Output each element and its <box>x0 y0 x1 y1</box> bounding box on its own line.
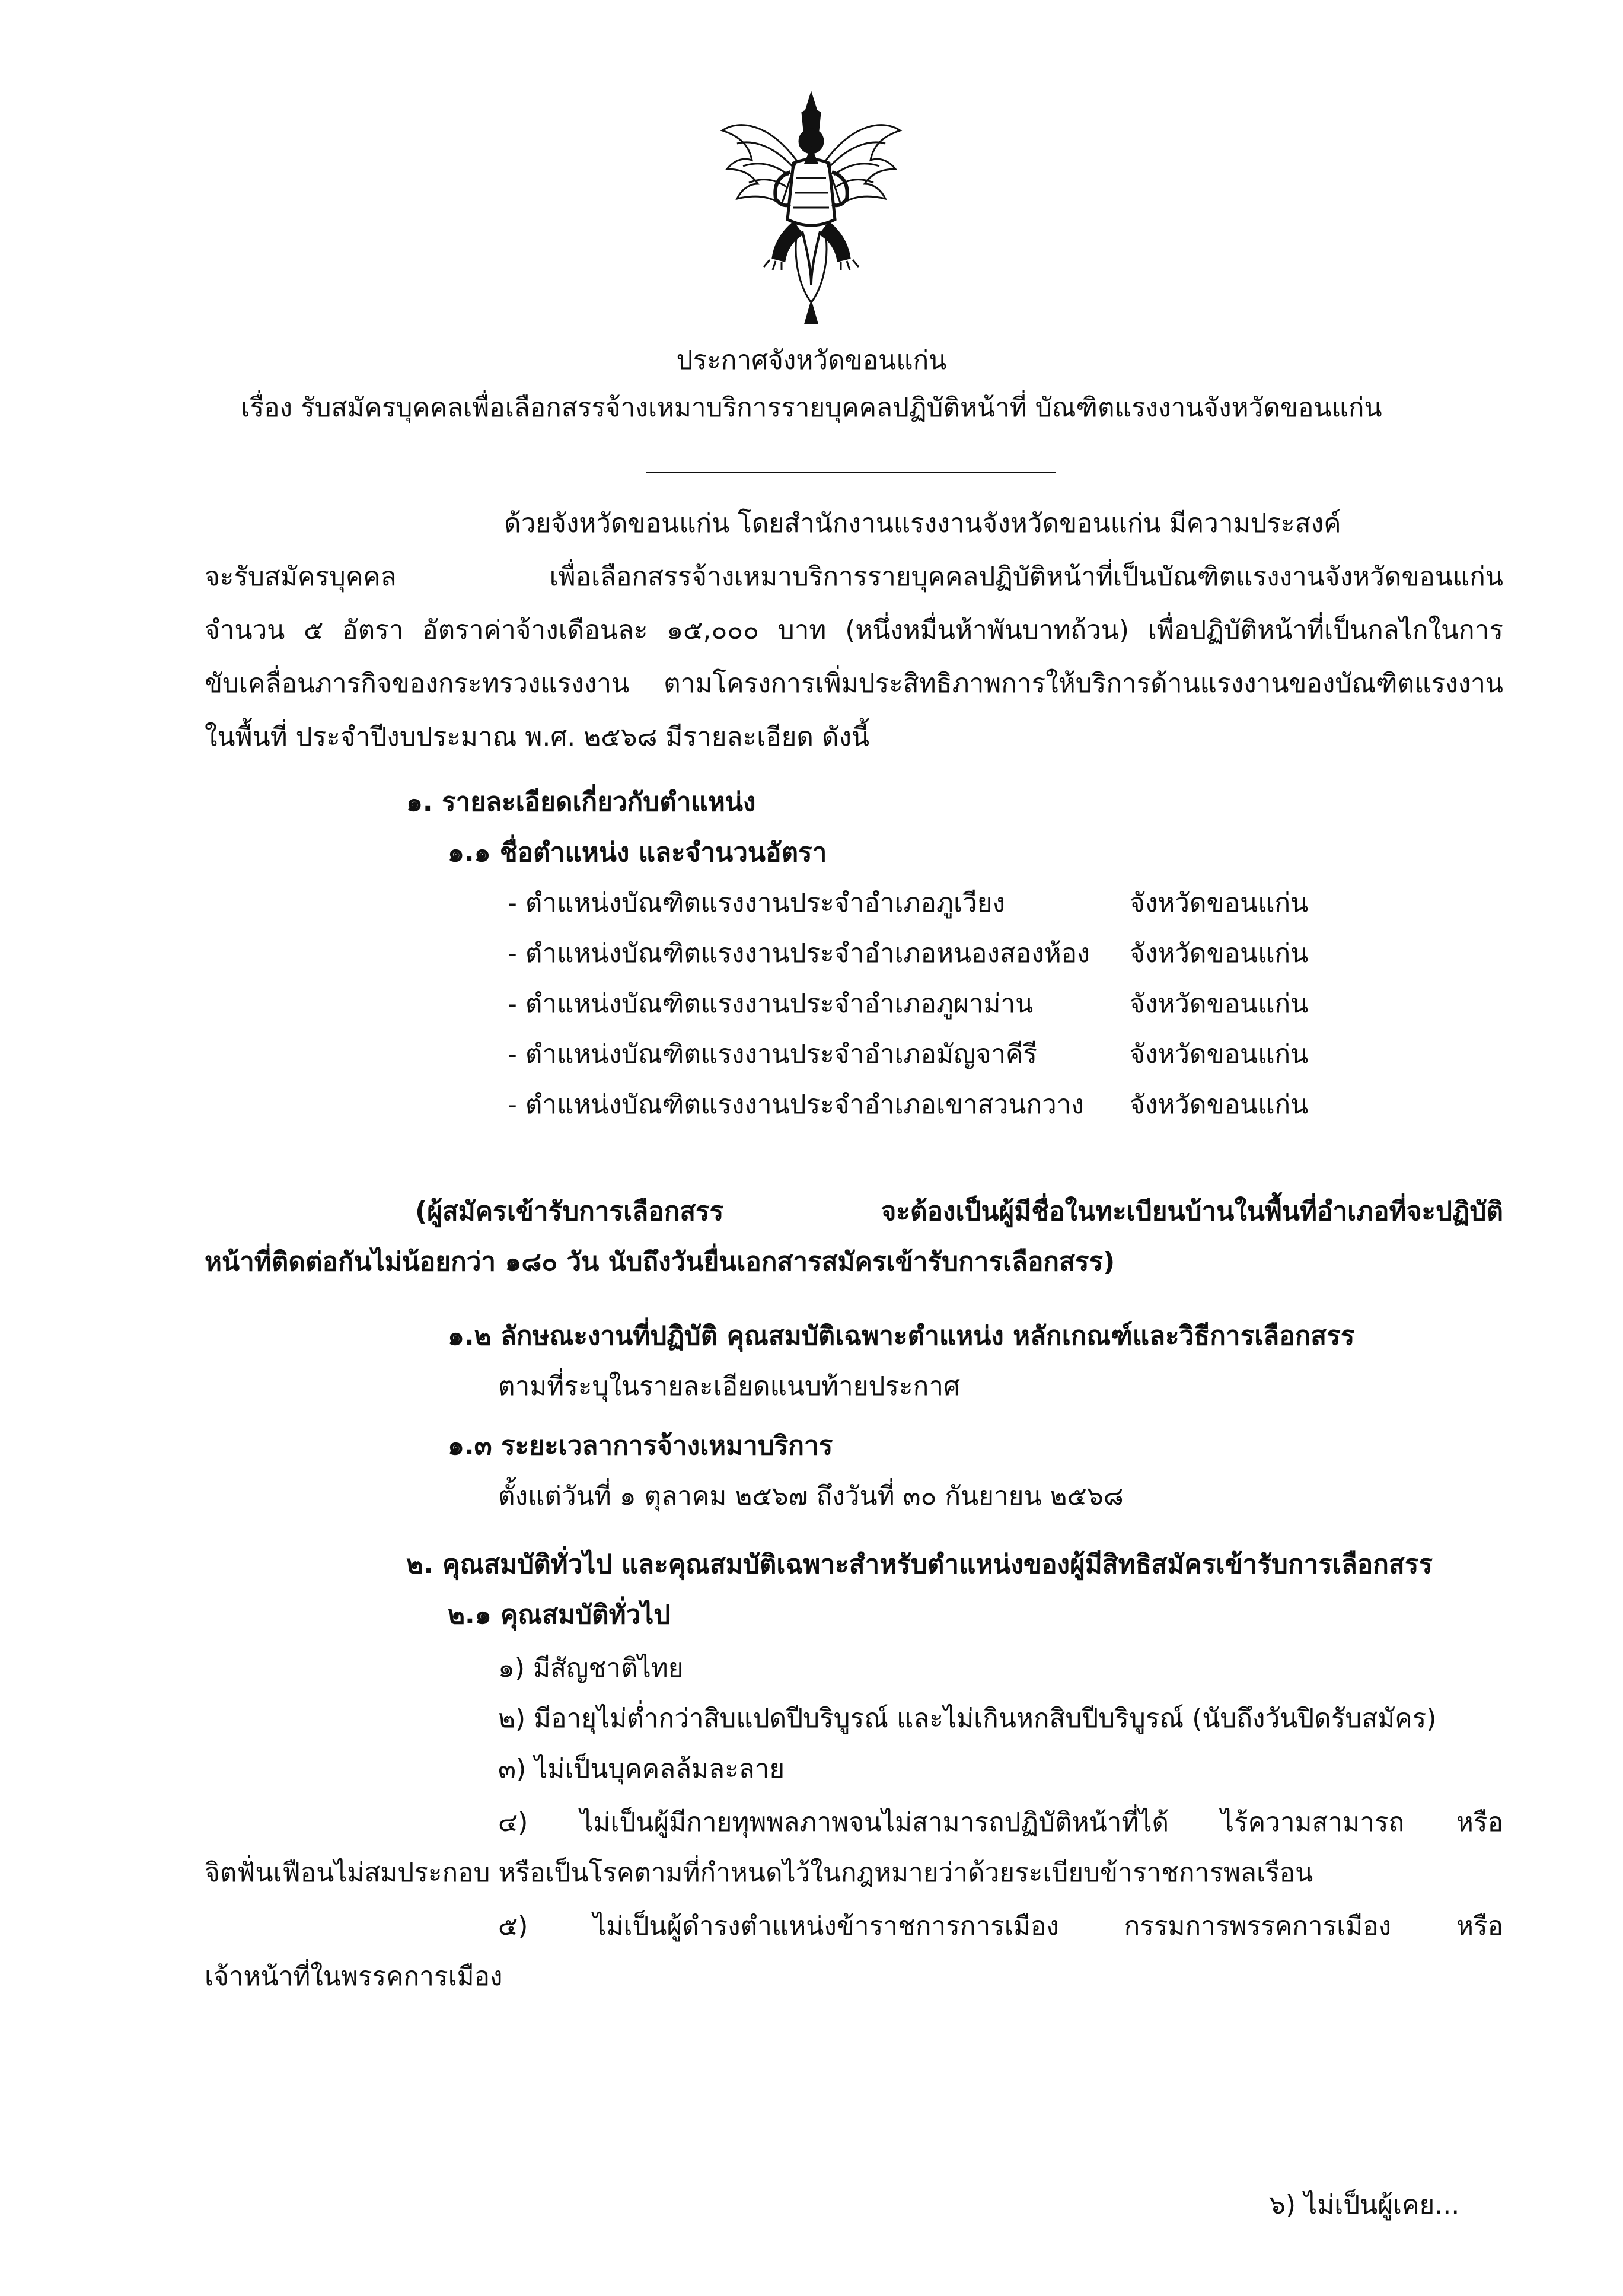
qualification-item-4-line-2: จิตฟั่นเฟือนไม่สมประกอบ หรือเป็นโรคตามที่กำหนดไว้ในกฎหมายว่าด้วยระเบียบข้าราชการพลเรือน <box>205 1858 1313 1888</box>
section1-2-text: ตามที่ระบุในรายละเอียดแนบท้ายประกาศ <box>498 1371 960 1402</box>
section1-2-heading: ๑.๒ ลักษณะงานที่ปฏิบัติ คุณสมบัติเฉพาะตำแหน่ง หลักเกณฑ์และวิธีการเลือกสรร <box>448 1321 1355 1351</box>
position-province: จังหวัดขอนแก่น <box>1130 1039 1309 1069</box>
intro-line-4: ขับเคลื่อนภารกิจของกระทรวงแรงงาน ตามโครงการเพิ่มประสิทธิภาพการให้บริการด้านแรงงานของบัณฑิตแรงงาน <box>205 668 1503 699</box>
residency-note-line-1: (ผู้สมัครเข้ารับการเลือกสรร จะต้องเป็นผู้มีชื่อในทะเบียนบ้านในพื้นที่อำเภอที่จะปฏิบัติ <box>415 1196 1503 1227</box>
intro-line-5: ในพื้นที่ ประจำปีงบประมาณ พ.ศ. ๒๕๖๘ มีรายละเอียด ดังนี้ <box>205 722 870 752</box>
residency-note-line-2: หน้าที่ติดต่อกันไม่น้อยกว่า ๑๘๐ วัน นับถึงวันยื่นเอกสารสมัครเข้ารับการเลือกสรร) <box>205 1247 1115 1277</box>
header-divider <box>646 472 1056 473</box>
position-province: จังหวัดขอนแก่น <box>1130 888 1309 918</box>
section1-1-heading: ๑.๑ ชื่อตำแหน่ง และจำนวนอัตรา <box>448 837 827 868</box>
qualification-item-5-line-1: ๕) ไม่เป็นผู้ดำรงตำแหน่งข้าราชการการเมือง กรรมการพรรคการเมือง หรือ <box>498 1911 1503 1941</box>
position-title: - ตำแหน่งบัณฑิตแรงงานประจำอำเภอภูผาม่าน <box>508 989 1034 1019</box>
position-province: จังหวัดขอนแก่น <box>1130 938 1309 969</box>
section2-1-heading: ๒.๑ คุณสมบัติทั่วไป <box>448 1600 671 1630</box>
qualification-item-3: ๓) ไม่เป็นบุคคลล้มละลาย <box>498 1754 785 1784</box>
position-title: - ตำแหน่งบัณฑิตแรงงานประจำอำเภอหนองสองห้อง <box>508 938 1090 969</box>
garuda-emblem-icon <box>716 89 906 326</box>
qualification-item-4-line-1: ๔) ไม่เป็นผู้มีกายทุพพลภาพจนไม่สามารถปฏิบัติหน้าที่ได้ ไร้ความสามารถ หรือ <box>498 1807 1503 1838</box>
position-title: - ตำแหน่งบัณฑิตแรงงานประจำอำเภอมัญจาคีรี <box>508 1039 1037 1069</box>
section2-heading: ๒. คุณสมบัติทั่วไป และคุณสมบัติเฉพาะสำหรับตำแหน่งของผู้มีสิทธิสมัครเข้ารับการเลือกสรร <box>406 1549 1433 1580</box>
position-province: จังหวัดขอนแก่น <box>1130 1090 1309 1120</box>
page-title: ประกาศจังหวัดขอนแก่น <box>676 345 947 375</box>
position-province: จังหวัดขอนแก่น <box>1130 989 1309 1019</box>
section1-3-text: ตั้งแต่วันที่ ๑ ตุลาคม ๒๕๖๗ ถึงวันที่ ๓๐ กันยายน ๒๕๖๘ <box>498 1481 1124 1511</box>
intro-line-3: จำนวน ๕ อัตรา อัตราค่าจ้างเดือนละ ๑๕,๐๐๐ บาท (หนึ่งหมื่นห้าพันบาทถ้วน) เพื่อปฏิบัติหน้าที่เป็นกลไกในการ <box>205 615 1503 645</box>
qualification-item-5-line-2: เจ้าหน้าที่ในพรรคการเมือง <box>205 1961 503 1992</box>
section1-heading: ๑. รายละเอียดเกี่ยวกับตำแหน่ง <box>406 787 756 817</box>
continuation-text: ๖) ไม่เป็นผู้เคย... <box>1269 2190 1460 2220</box>
intro-line-2: จะรับสมัครบุคคล เพื่อเลือกสรรจ้างเหมาบริการรายบุคคลปฏิบัติหน้าที่เป็นบัณฑิตแรงงานจังหวัดขอนแก่น <box>205 562 1503 592</box>
position-title: - ตำแหน่งบัณฑิตแรงงานประจำอำเภอภูเวียง <box>508 888 1005 918</box>
position-title: - ตำแหน่งบัณฑิตแรงงานประจำอำเภอเขาสวนกวาง <box>508 1090 1084 1120</box>
subject-line: เรื่อง รับสมัครบุคคลเพื่อเลือกสรรจ้างเหมาบริการรายบุคคลปฏิบัติหน้าที่ บัณฑิตแรงงานจังหวัดขอนแก่น <box>241 393 1382 423</box>
qualification-item-2: ๒) มีอายุไม่ต่ำกว่าสิบแปดปีบริบูรณ์ และไม่เกินหกสิบปีบริบูรณ์ (นับถึงวันปิดรับสมัคร) <box>498 1703 1437 1734</box>
intro-line-1: ด้วยจังหวัดขอนแก่น โดยสำนักงานแรงงานจังหวัดขอนแก่น มีความประสงค์ <box>504 508 1341 539</box>
qualification-item-1: ๑) มีสัญชาติไทย <box>498 1653 684 1683</box>
section1-3-heading: ๑.๓ ระยะเวลาการจ้างเหมาบริการ <box>448 1431 833 1461</box>
